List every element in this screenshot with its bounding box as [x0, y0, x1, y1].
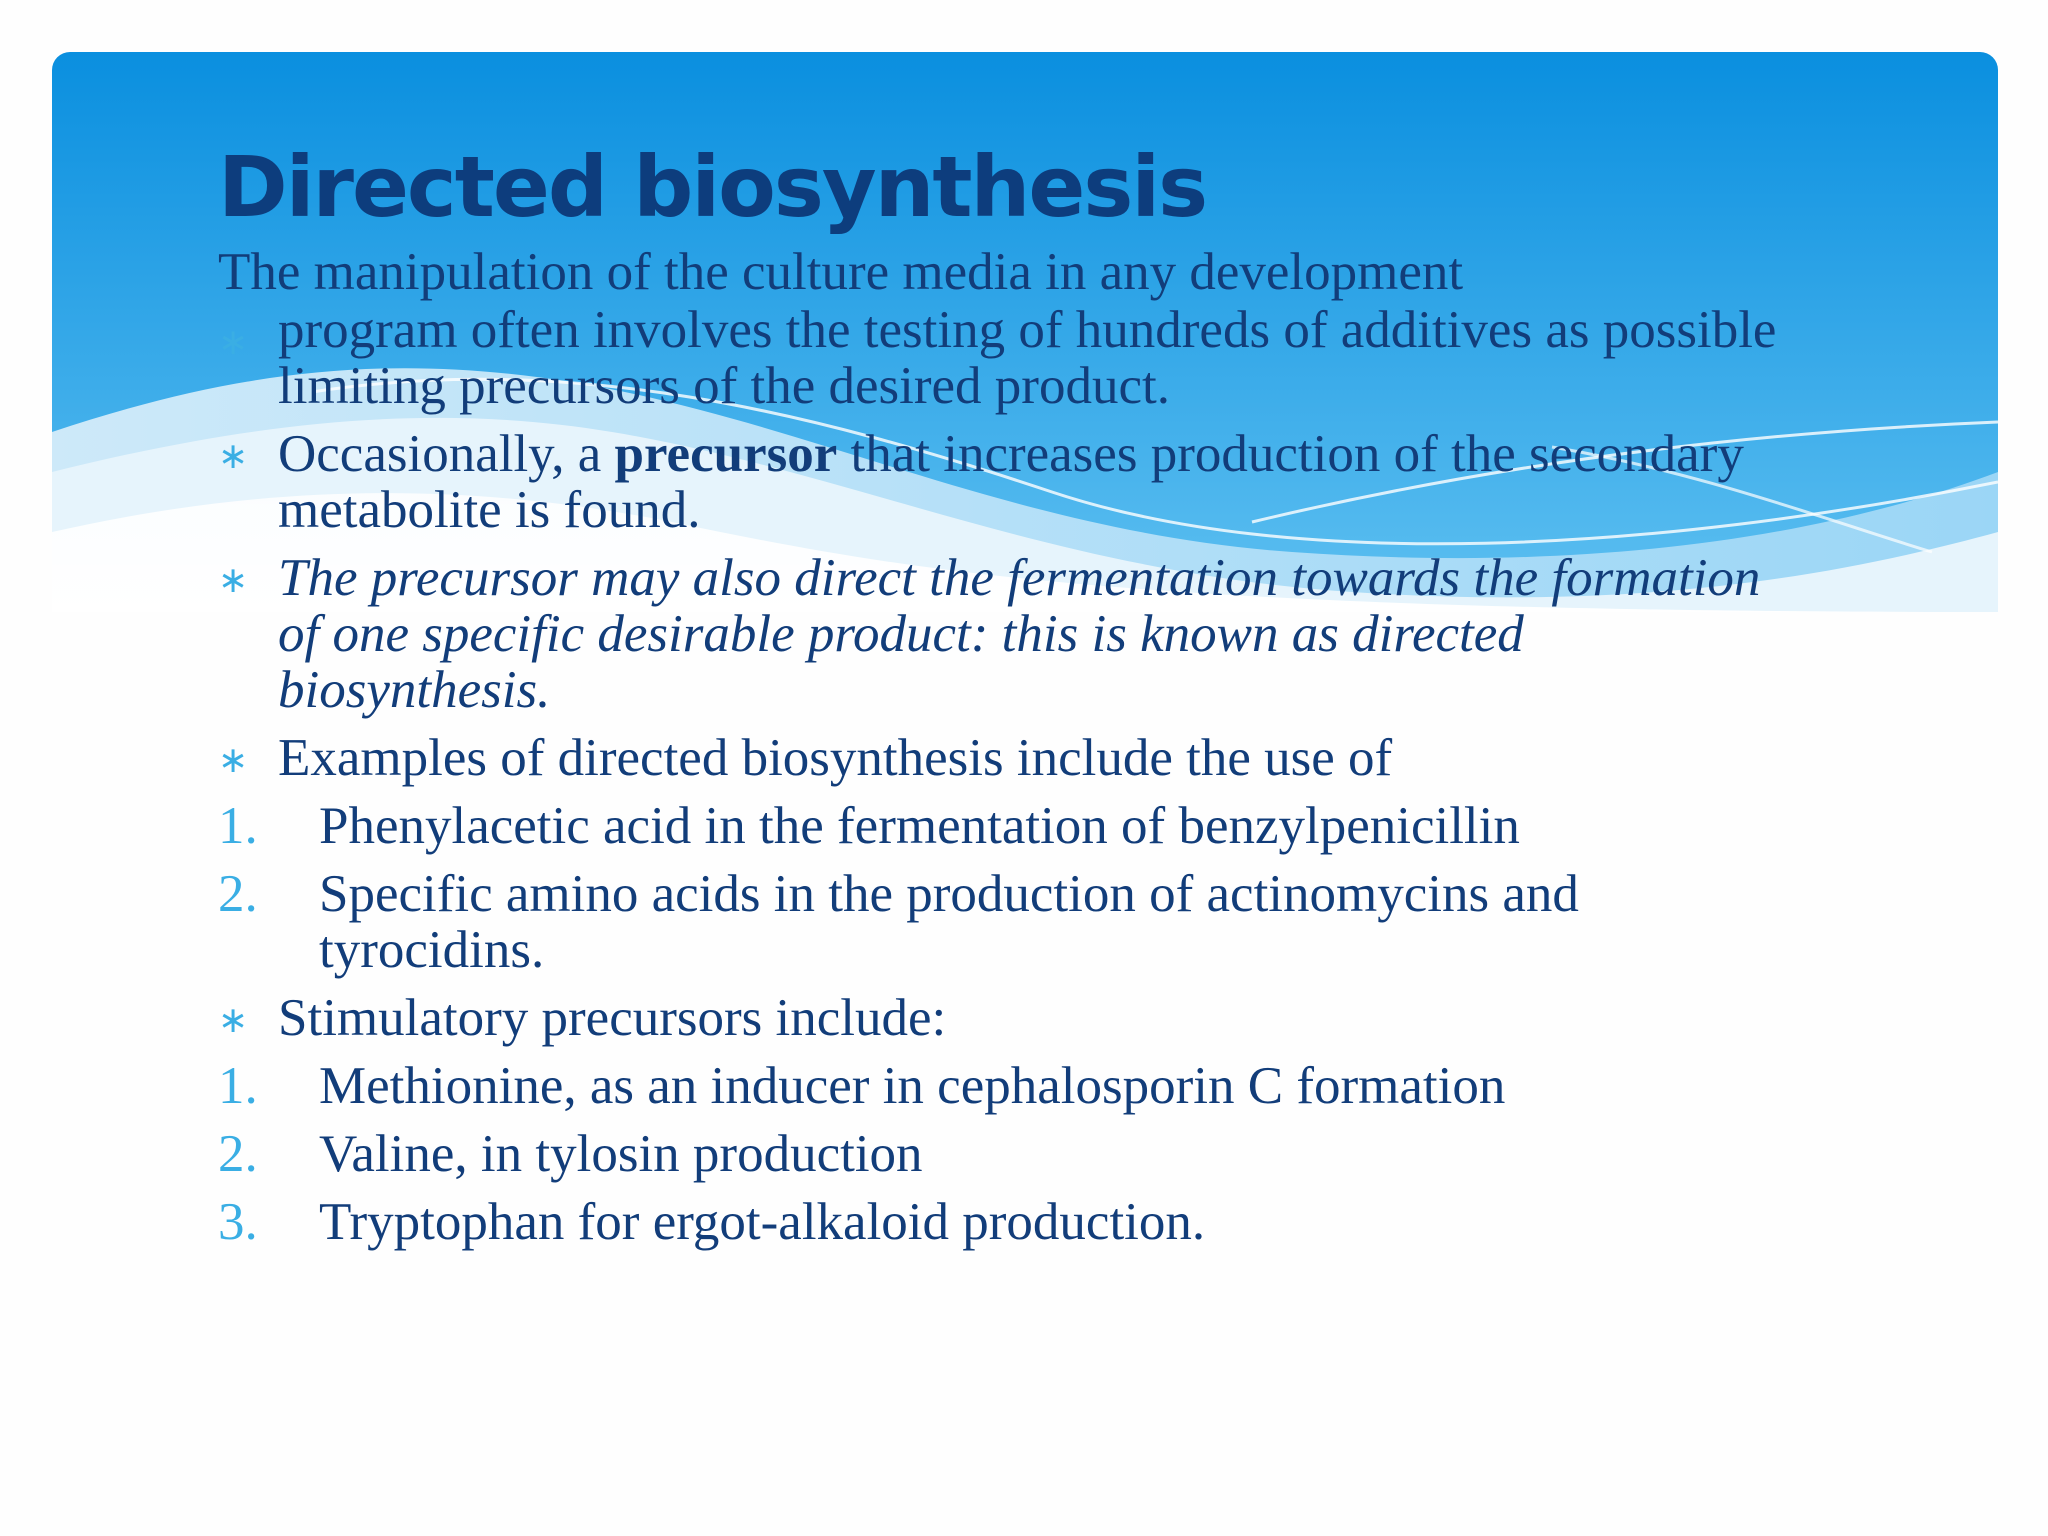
list-item-text: The precursor may also direct the fermentation towards the formation of one specific desirable product: this is known as directed biosynthesis. — [278, 549, 1761, 719]
list-number: 2. — [218, 1125, 258, 1183]
list-number: 2. — [218, 865, 258, 923]
list-item-text: Stimulatory precursors include: — [278, 989, 947, 1047]
list-item-text: Tryptophan for ergot-alkaloid production. — [319, 1193, 1206, 1251]
bullet-asterisk-icon: ∗ — [218, 436, 249, 477]
list-number: 1. — [218, 797, 258, 855]
bullet-list — [218, 302, 1778, 1250]
intro-line: The manipulation of the culture media in any development — [218, 243, 1464, 301]
text-run: that increases production of the secondary metabolite is found. — [278, 425, 1744, 539]
list-item-text: Valine, in tylosin production — [319, 1125, 923, 1183]
list-item — [218, 550, 1778, 718]
numbered-item — [218, 866, 1778, 978]
list-item-text: Methionine, as an inducer in cephalosporin C formation — [319, 1057, 1506, 1115]
list-item — [218, 302, 1778, 414]
list-item-text: Specific amino acids in the production of actinomycins and tyrocidins. — [319, 865, 1579, 979]
bold-term: precursor — [614, 425, 838, 483]
bullet-asterisk-icon: ∗ — [218, 560, 249, 601]
list-item — [218, 426, 1778, 538]
numbered-item — [218, 1058, 1778, 1114]
bullet-asterisk-icon: ∗ — [218, 1000, 249, 1041]
slide-title: Directed biosynthesis — [218, 138, 1207, 236]
list-item-text: program often involves the testing of hundreds of additives as possible limiting precursors of the desired product. — [278, 301, 1777, 415]
list-item-text — [218, 426, 1778, 538]
list-item-text: Examples of directed biosynthesis include the use of — [278, 729, 1393, 787]
list-item-text: Phenylacetic acid in the fermentation of benzylpenicillin — [319, 797, 1520, 855]
slide-content — [218, 132, 1778, 1250]
bullet-asterisk-icon: ∗ — [218, 322, 249, 363]
list-number: 1. — [218, 1057, 258, 1115]
text-run: Occasionally, a — [278, 425, 615, 483]
bullet-asterisk-icon: ∗ — [218, 740, 249, 781]
numbered-item — [218, 1194, 1778, 1250]
numbered-item — [218, 1126, 1778, 1182]
numbered-item — [218, 798, 1778, 854]
list-item — [218, 990, 1778, 1046]
list-number: 3. — [218, 1193, 258, 1251]
list-item — [218, 730, 1778, 786]
